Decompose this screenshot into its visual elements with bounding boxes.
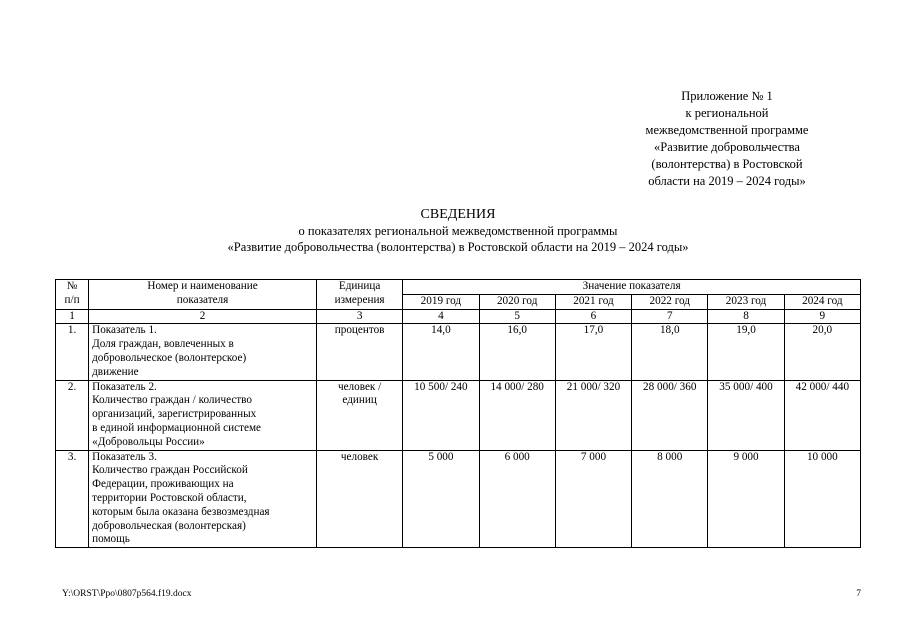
document-subtitle-line-2: «Развитие добровольчества (волонтерства) в Ростовской области на 2019 – 2024 годы» (227, 240, 689, 254)
indicator-name-line: помощь (92, 533, 130, 546)
column-number: 3 (316, 309, 402, 324)
appendix-note (607, 88, 847, 190)
appendix-line: к региональной (685, 106, 769, 120)
value-cell: 8 000 (632, 450, 708, 548)
indicator-name (89, 324, 317, 380)
appendix-line: области на 2019 – 2024 годы» (648, 174, 806, 188)
table-row (56, 324, 861, 380)
indicator-name (89, 380, 317, 450)
header-num (56, 280, 89, 310)
indicator-name-line: Доля граждан, вовлеченных в (92, 338, 234, 351)
value-cell: 19,0 (708, 324, 784, 380)
header-unit-line: измерения (334, 293, 385, 306)
indicator-name-line: Показатель 2. (92, 380, 157, 393)
indicator-name-line: Количество граждан / количество (92, 394, 252, 407)
header-name-line: показателя (176, 293, 229, 306)
indicator-name-line: которым была оказана безвозмездная (92, 505, 270, 518)
value-cell: 5 000 (403, 450, 479, 548)
value-cell: 16,0 (479, 324, 555, 380)
table-row (56, 450, 861, 548)
indicator-name-line: организаций, зарегистрированных (92, 408, 257, 421)
value-cell: 20,0 (784, 324, 860, 380)
column-number: 2 (89, 309, 317, 324)
header-num-line: № (66, 280, 78, 292)
footer-page-number: 7 (856, 589, 861, 599)
column-numbers-row (56, 309, 861, 324)
row-num: 3. (56, 450, 89, 548)
document-subtitle-line-1: о показателях региональной межведомственной программы (298, 224, 618, 238)
header-year: 2019 год (403, 294, 479, 309)
unit-line: человек (340, 450, 379, 463)
column-number: 4 (403, 309, 479, 324)
indicators-table (55, 279, 861, 548)
appendix-line: межведомственной программе (645, 123, 809, 137)
unit (316, 324, 402, 380)
unit-line: единиц (342, 394, 377, 407)
indicator-name-line: территории Ростовской области, (92, 491, 247, 504)
indicator-name-line: Количество граждан Российской (92, 464, 248, 477)
document-title: СВЕДЕНИЯ (420, 207, 496, 222)
header-unit (316, 280, 402, 310)
appendix-line: Приложение № 1 (681, 89, 773, 103)
value-cell: 21 000/ 320 (555, 380, 631, 450)
indicator-name-line: движение (92, 365, 139, 378)
column-number: 6 (555, 309, 631, 324)
value-cell: 9 000 (708, 450, 784, 548)
value-cell: 14 000/ 280 (479, 380, 555, 450)
appendix-line: (волонтерства) в Ростовской (651, 157, 803, 171)
value-cell: 35 000/ 400 (708, 380, 784, 450)
table-row (56, 380, 861, 450)
value-cell: 10 500/ 240 (403, 380, 479, 450)
value-cell: 42 000/ 440 (784, 380, 860, 450)
appendix-line: «Развитие добровольчества (654, 140, 800, 154)
unit (316, 450, 402, 548)
value-cell: 18,0 (632, 324, 708, 380)
table-header-row (56, 280, 861, 295)
indicator-name-line: «Добровольцы России» (92, 435, 205, 448)
header-unit-line: Единица (338, 280, 381, 292)
header-year: 2023 год (708, 294, 784, 309)
header-name-line: Номер и наименование (147, 280, 258, 292)
indicator-name-line: добровольческая (волонтерская) (92, 519, 246, 532)
footer-file-path: Y:\ORST\Ppo\0807p564.f19.docx (62, 589, 192, 599)
header-values-group: Значение показателя (403, 280, 861, 295)
value-cell: 7 000 (555, 450, 631, 548)
unit (316, 380, 402, 450)
value-cell: 17,0 (555, 324, 631, 380)
indicator-name (89, 450, 317, 548)
column-number: 8 (708, 309, 784, 324)
header-year: 2024 год (784, 294, 860, 309)
row-num: 1. (56, 324, 89, 380)
column-number: 9 (784, 309, 860, 324)
column-number: 5 (479, 309, 555, 324)
header-name (89, 280, 317, 310)
header-year: 2020 год (479, 294, 555, 309)
row-num: 2. (56, 380, 89, 450)
value-cell: 14,0 (403, 324, 479, 380)
document-title-block (55, 206, 861, 255)
header-year: 2021 год (555, 294, 631, 309)
unit-line: процентов (334, 324, 385, 337)
indicator-name-line: Показатель 1. (92, 324, 157, 337)
column-number: 1 (56, 309, 89, 324)
value-cell: 6 000 (479, 450, 555, 548)
indicator-name-line: Показатель 3. (92, 450, 157, 463)
indicator-name-line: Федерации, проживающих на (92, 478, 234, 491)
value-cell: 28 000/ 360 (632, 380, 708, 450)
column-number: 7 (632, 309, 708, 324)
unit-line: человек / (337, 380, 382, 393)
value-cell: 10 000 (784, 450, 860, 548)
indicator-name-line: добровольческое (волонтерское) (92, 351, 247, 364)
header-num-line: п/п (64, 293, 80, 306)
header-year: 2022 год (632, 294, 708, 309)
indicator-name-line: в единой информационной системе (92, 421, 261, 434)
